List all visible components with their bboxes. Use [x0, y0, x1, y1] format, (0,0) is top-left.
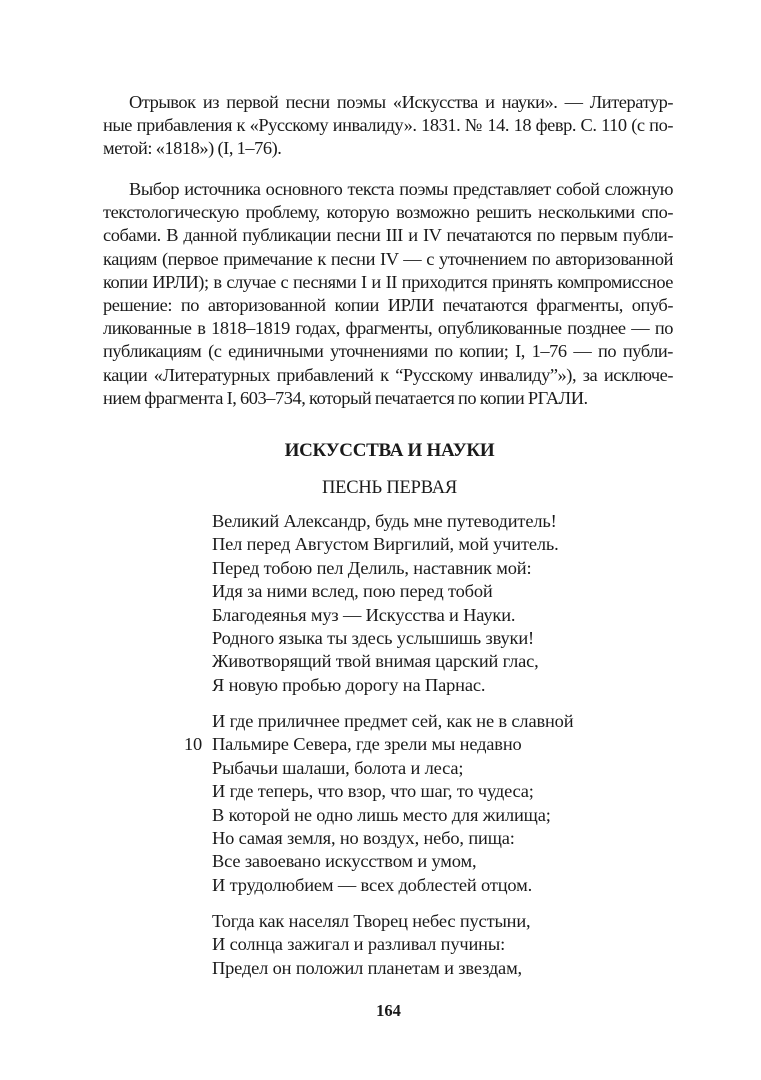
verse-line [212, 674, 559, 697]
stanza [212, 510, 559, 697]
verse-line [212, 604, 559, 627]
textology-note-paragraph [103, 178, 673, 410]
stanza [212, 910, 531, 980]
note-line: ликованные в 1818–1819 годах, фрагменты, опубликованные позднее — по [103, 318, 673, 339]
page-number: 164 [376, 1001, 401, 1020]
verse-text: Рыбачьи шалаши, болота и леса; [212, 757, 464, 778]
verse-text: Все завоевано искусством и умом, [212, 851, 477, 872]
verse-line [212, 780, 573, 803]
poem-title: ИСКУССТВА И НАУКИ [284, 440, 495, 461]
verse-line [212, 627, 559, 650]
note-line: нием фрагмента I, 603–734, который печатается по копии РГАЛИ. [103, 387, 588, 408]
line-number: 10 [184, 734, 203, 755]
verse-line [212, 910, 531, 933]
note-line: решение: по авторизованной копии ИРЛИ печатаются фрагменты, опуб- [103, 295, 673, 316]
verse-line [184, 733, 573, 756]
verse-text: Предел он положил планетам и звездам, [212, 957, 523, 978]
verse-line [212, 533, 559, 556]
verse-text: Великий Александр, будь мне путеводитель! [212, 511, 557, 531]
note-line: публикациям (с единичными уточнениями по копии; I, 1–76 — по публи- [103, 341, 673, 362]
note-line: ные прибавления к «Русскому инвалиду». 1831. № 14. 18 февр. С. 110 (с по- [103, 115, 673, 136]
verse-text: И где приличнее предмет сей, как не в славной [212, 711, 574, 731]
verse-text: Перед тобою пел Делиль, наставник мой: [212, 557, 532, 578]
verse-line [212, 874, 573, 897]
verse-line [212, 957, 531, 980]
verse-line [212, 710, 573, 733]
verse-line [212, 804, 573, 827]
verse-text: Идя за ними вслед, пою перед тобой [212, 581, 493, 602]
verse-text: Благодеянья муз — Искусства и Науки. [212, 604, 516, 625]
verse-text: Пел перед Августом Виргилий, мой учитель. [212, 534, 559, 555]
verse-text: Родного языка ты здесь услышишь звуки! [212, 628, 535, 649]
verse-text: И трудолюбием — всех доблестей отцом. [212, 874, 533, 895]
source-note-paragraph [103, 91, 673, 161]
verse-text: Пальмире Севера, где зрели мы недавно [212, 734, 522, 755]
verse-line [212, 580, 559, 603]
verse-text: Животворящий твой внимая царский глас, [212, 651, 539, 672]
canto-title: ПЕСНЬ ПЕРВАЯ [321, 478, 458, 498]
verse-line [212, 850, 573, 873]
note-line: Выбор источника основного текста поэмы представляет собой сложную [129, 179, 673, 199]
verse-line [212, 933, 531, 956]
note-line: Отрывок из первой песни поэмы «Искусства и науки». — Литератур- [129, 92, 673, 112]
verse-text: Но самая земля, но воздух, небо, пища: [212, 828, 515, 849]
verse-text: И солнца зажигал и разливал пучины: [212, 934, 506, 955]
verse-text: Тогда как населял Творец небес пустыни, [212, 911, 531, 931]
note-line: копии ИРЛИ); в случае с песнями I и II приходится принять компромиссное [103, 271, 673, 292]
note-line: кациям (первое примечание к песни IV — с уточнением по авторизованной [103, 248, 673, 269]
note-line: текстологическую проблему, которую возможно решить несколькими спо- [103, 202, 673, 223]
verse-text: В которой не одно лишь место для жилища; [212, 804, 551, 825]
verse-line [212, 650, 559, 673]
verse-text: И где теперь, что взор, что шаг, то чудеса; [212, 781, 534, 802]
verse-line [212, 827, 573, 850]
note-line: метой: «1818») (I, 1–76). [103, 138, 282, 159]
verse-text: Я новую пробью дорогу на Парнас. [212, 674, 486, 695]
verse-line [212, 510, 559, 533]
note-line: собами. В данной публикации песни III и IV печатаются по первым публи- [103, 225, 673, 246]
note-line: кации «Литературных прибавлений к “Русскому инвалиду”»), за исключе- [103, 364, 673, 385]
stanza [184, 710, 574, 897]
verse-line [212, 757, 573, 780]
verse-line [212, 557, 559, 580]
